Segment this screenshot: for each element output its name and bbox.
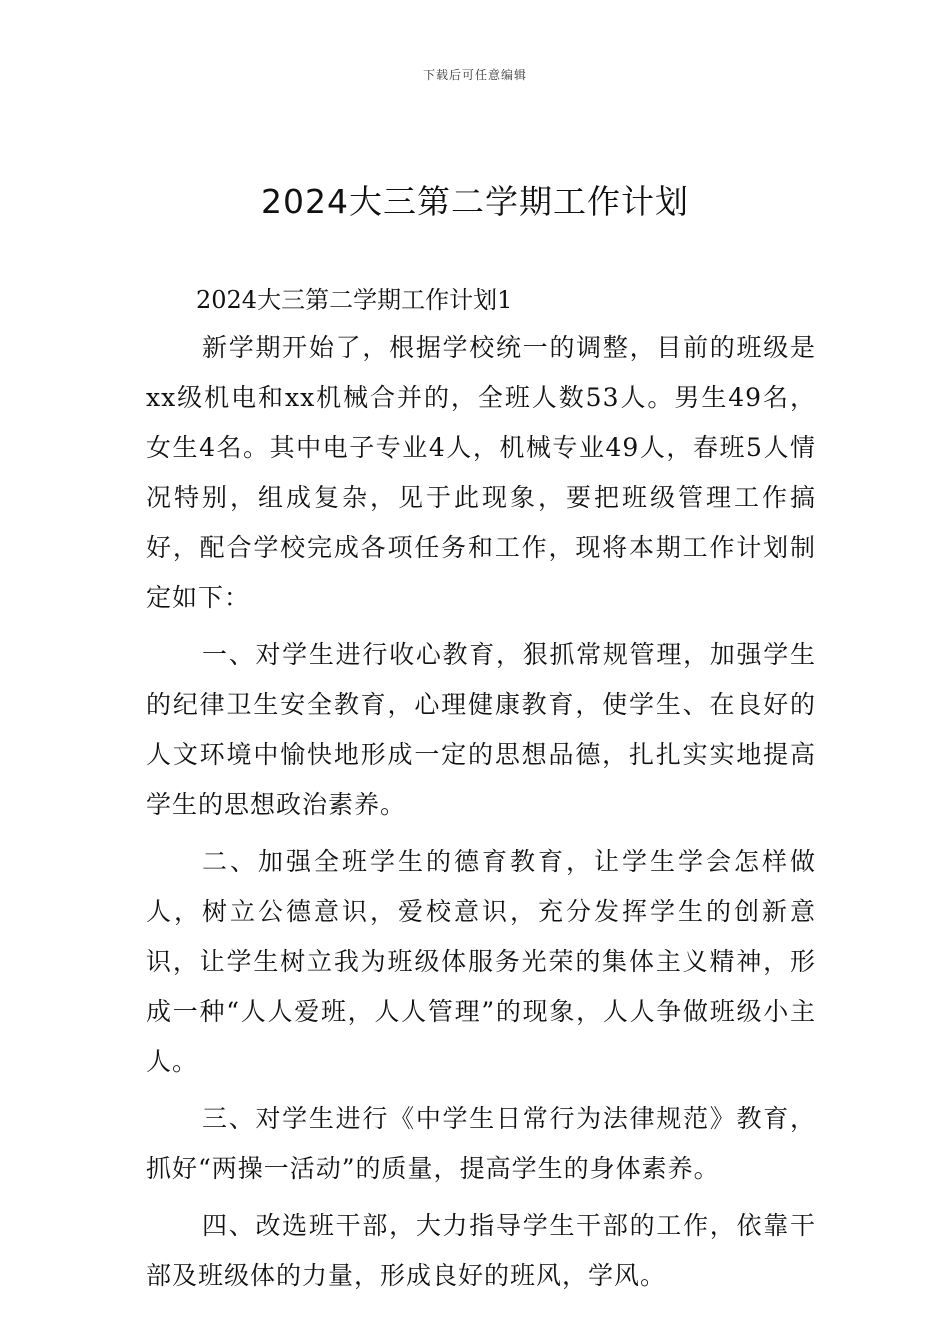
paragraph-item-1: 一、对学生进行收心教育，狠抓常规管理，加强学生的纪律卫生安全教育，心理健康教育，使学生、在良好的人文环境中愉快地形成一定的思想品德，扎扎实实地提高学生的思想政治素养。	[146, 640, 816, 819]
paragraph-item-3: 三、对学生进行《中学生日常行为法律规范》教育，抓好“两操一活动”的质量，提高学生的身体素养。	[146, 1104, 816, 1183]
header-note: 下载后可任意编辑	[422, 68, 527, 82]
paragraph-item-4: 四、改选班干部，大力指导学生干部的工作，依靠干部及班级体的力量，形成良好的班风，学风。	[146, 1211, 816, 1290]
section-title: 2024大三第二学期工作计划1	[196, 286, 513, 314]
document-body	[146, 281, 816, 1308]
paragraph-item-2: 二、加强全班学生的德育教育，让学生学会怎样做人，树立公德意识，爱校意识，充分发挥学生的创新意识，让学生树立我为班级体服务光荣的集体主义精神，形成一种“人人爱班，人人管理”的现象，人人争做班级小主人。	[146, 847, 816, 1076]
document-title: 2024大三第二学期工作计划	[261, 182, 689, 221]
paragraph-intro: 新学期开始了，根据学校统一的调整，目前的班级是xx级机电和xx机械合并的，全班人数53人。男生49名，女生4名。其中电子专业4人，机械专业49人，春班5人情况特别，组成复杂，见于此现象，要把班级管理工作搞好，配合学校完成各项任务和工作，现将本期工作计划制定如下：	[146, 333, 816, 612]
